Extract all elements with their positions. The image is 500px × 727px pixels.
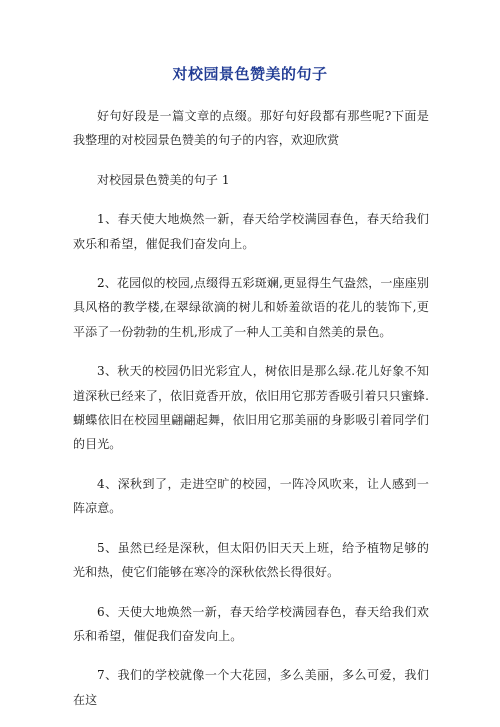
document-body <box>73 104 429 727</box>
sentence-paragraph: 3、秋天的校园仍旧光彩宜人，树依旧是那么绿.花儿好象不知道深秋已经来了，依旧竟香开放，依旧用它那芳香吸引着只只蜜蜂.蝴蝶依旧在校园里翩翩起舞，依旧用它那美丽的身影吸引着同学们的目光。 <box>73 364 429 452</box>
sentence-paragraph: 5、虽然已经是深秋，但太阳仍旧天天上班，给予植物足够的光和热，使它们能够在寒冷的深秋依然长得很好。 <box>73 540 429 580</box>
sentence-paragraph: 1、春天使大地焕然一新，春天给学校满园春色，春天给我们欢乐和希望，催促我们奋发向上。 <box>73 212 429 251</box>
sentence-paragraph: 6、天使大地焕然一新，春天给学校满园春色，春天给我们欢乐和希望，催促我们奋发向上。 <box>73 604 429 643</box>
section-heading: 对校园景色赞美的句子 1 <box>97 172 230 187</box>
intro-paragraph: 好句好段是一篇文章的点缀。那好句好段都有那些呢?下面是我整理的对校园景色赞美的句子的内容，欢迎欣赏 <box>73 109 429 148</box>
sentence-paragraph: 2、花园似的校园,点缀得五彩斑斓,更显得生气盎然，一座座别具风格的教学楼,在翠绿欲滴的树儿和娇羞欲语的花儿的装饰下,更平添了一份勃勃的生机,形成了一种人工美和自然美的景色。 <box>73 276 429 339</box>
sentence-paragraph: 7、我们的学校就像一个大花园，多么美丽，多么可爱，我们在这 <box>73 668 429 707</box>
document-title: 对校园景色赞美的句子 <box>172 65 328 83</box>
sentence-paragraph: 4、深秋到了，走进空旷的校园，一阵冷风吹来，让人感到一阵凉意。 <box>73 476 429 516</box>
